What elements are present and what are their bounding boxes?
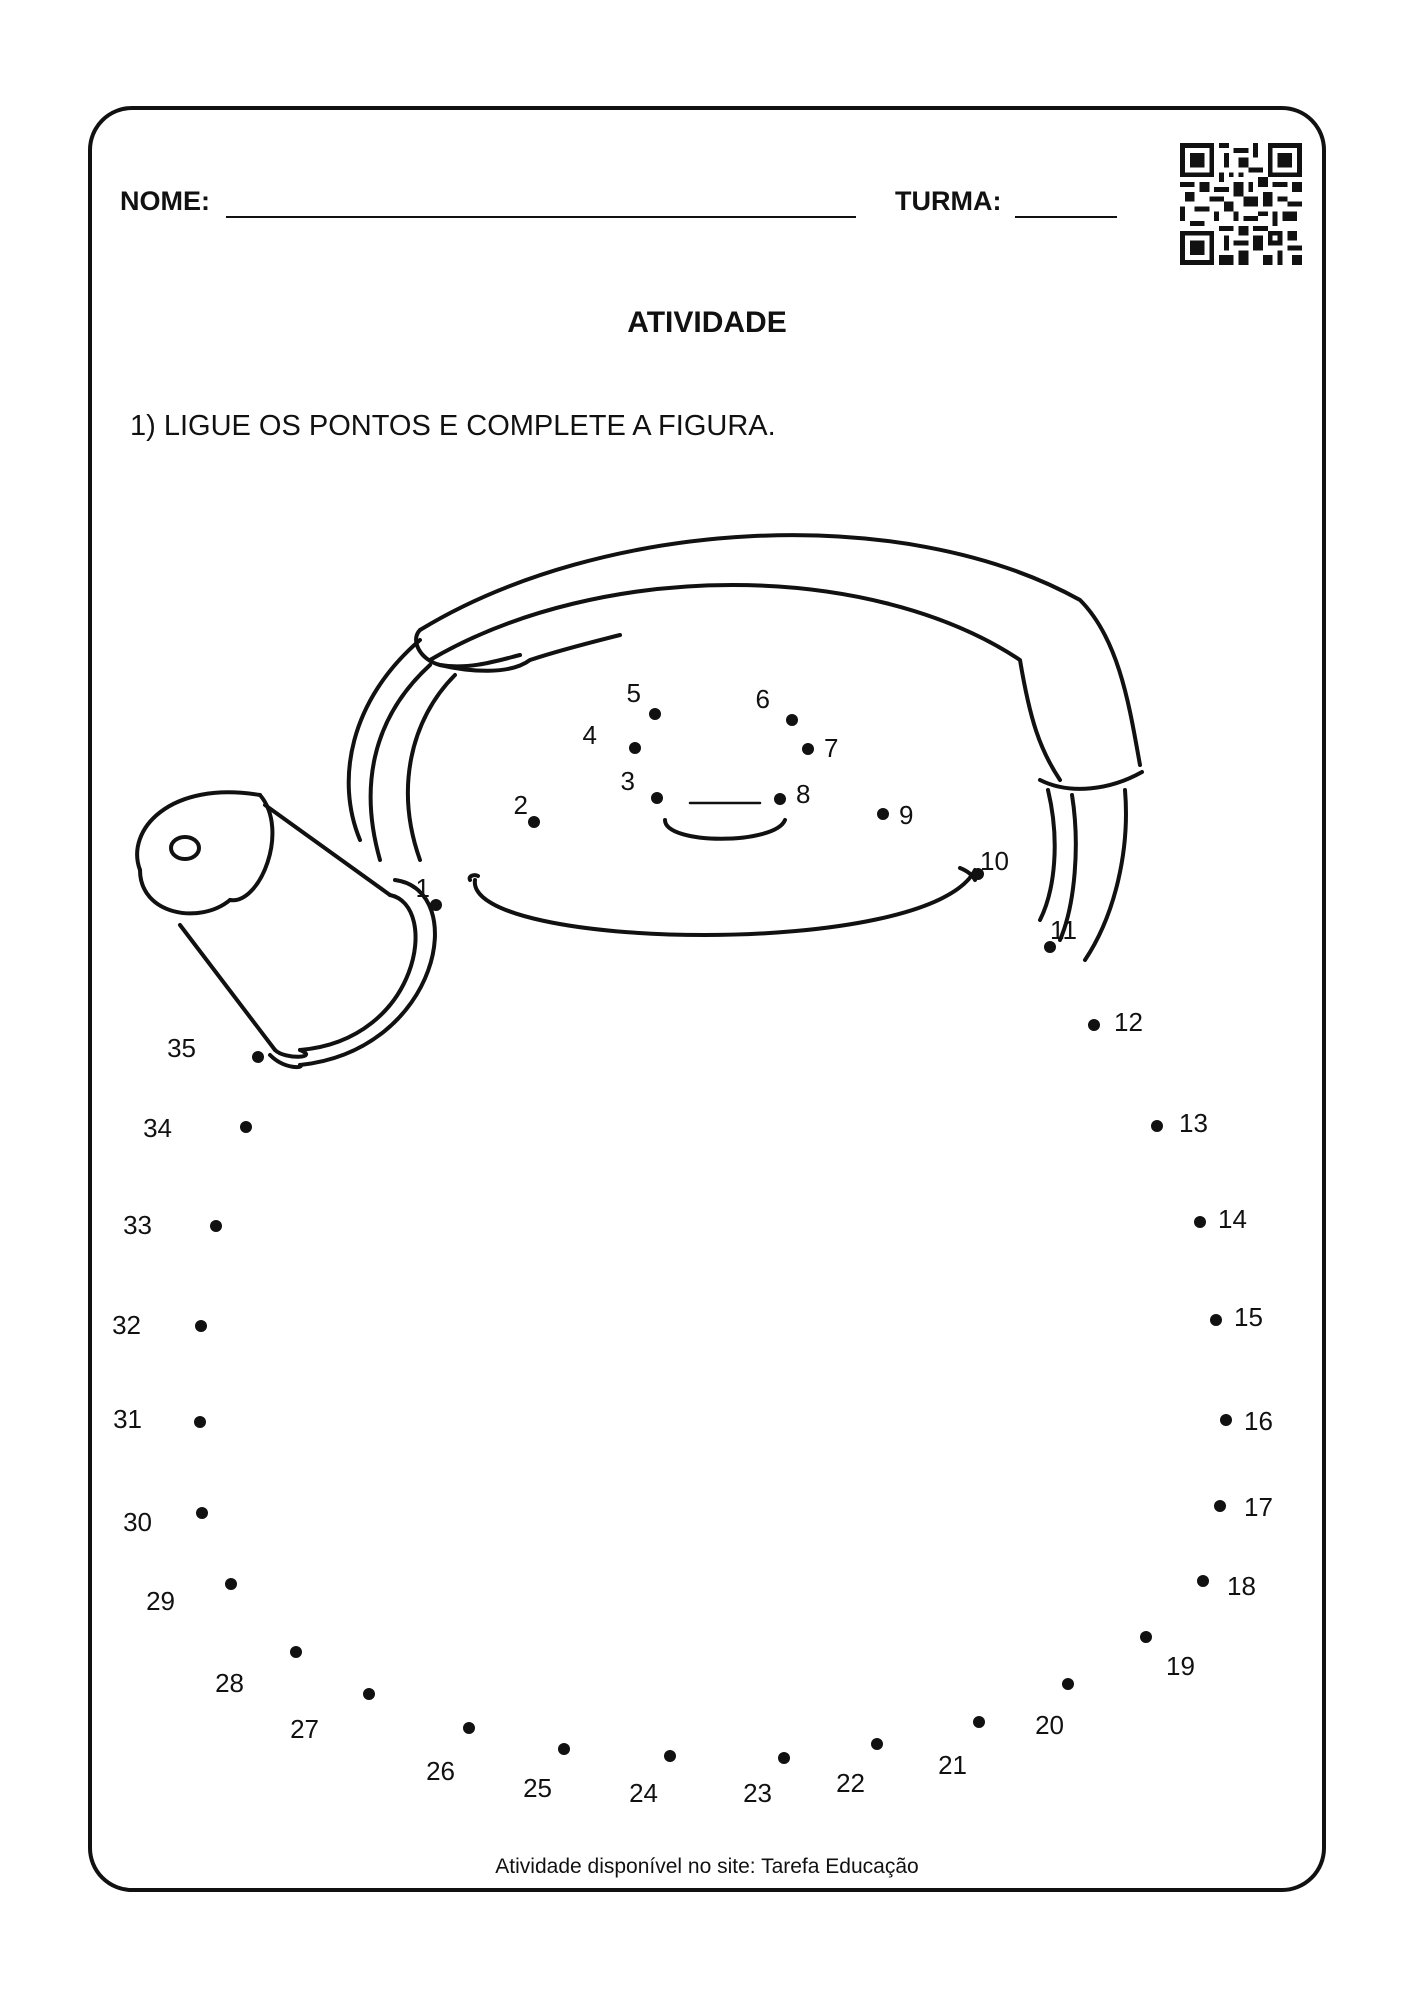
dot-4 <box>629 742 641 754</box>
dot-label-28: 28 <box>215 1668 244 1698</box>
dot-33 <box>210 1220 222 1232</box>
dot-20 <box>1062 1678 1074 1690</box>
dot-17 <box>1214 1500 1226 1512</box>
dot-31 <box>194 1416 206 1428</box>
dot-13 <box>1151 1120 1163 1132</box>
dot-9 <box>877 808 889 820</box>
dot-label-16: 16 <box>1244 1406 1273 1436</box>
dot-7 <box>802 743 814 755</box>
dot-22 <box>871 1738 883 1750</box>
dot-label-22: 22 <box>836 1768 865 1798</box>
dot-label-23: 23 <box>743 1778 772 1808</box>
dot-label-25: 25 <box>523 1773 552 1803</box>
dot-label-15: 15 <box>1234 1302 1263 1332</box>
dot-label-27: 27 <box>290 1714 319 1744</box>
dot-12 <box>1088 1019 1100 1031</box>
dot-label-12: 12 <box>1114 1007 1143 1037</box>
dot-label-13: 13 <box>1179 1108 1208 1138</box>
dot-26 <box>463 1722 475 1734</box>
activity-title: ATIVIDADE <box>627 306 787 339</box>
instruction-text: 1) LIGUE OS PONTOS E COMPLETE A FIGURA. <box>130 410 776 442</box>
dot-14 <box>1194 1216 1206 1228</box>
dot-label-33: 33 <box>123 1210 152 1240</box>
dot-label-6: 6 <box>755 684 770 714</box>
dot-label-10: 10 <box>980 846 1009 876</box>
dot-3 <box>651 792 663 804</box>
dot-15 <box>1210 1314 1222 1326</box>
dot-label-18: 18 <box>1227 1571 1256 1601</box>
dot-label-35: 35 <box>167 1033 196 1063</box>
dot-label-8: 8 <box>796 779 811 809</box>
dot-18 <box>1197 1575 1209 1587</box>
numbered-dots <box>112 678 1273 1808</box>
dot-label-30: 30 <box>123 1507 152 1537</box>
dot-label-20: 20 <box>1035 1710 1064 1740</box>
dot-label-24: 24 <box>629 1778 658 1808</box>
dot-2 <box>528 816 540 828</box>
dot-label-11: 11 <box>1050 915 1077 945</box>
dot-21 <box>973 1716 985 1728</box>
dot-label-5: 5 <box>626 678 641 708</box>
dot-8 <box>774 793 786 805</box>
footer-credit: Atividade disponível no site: Tarefa Educação <box>495 1855 919 1878</box>
dot-28 <box>290 1646 302 1658</box>
figure-outline <box>137 535 1142 1067</box>
dot-label-4: 4 <box>582 720 597 750</box>
dot-5 <box>649 708 661 720</box>
dot-label-26: 26 <box>426 1756 455 1786</box>
dot-24 <box>664 1750 676 1762</box>
dot-label-3: 3 <box>620 766 635 796</box>
dot-23 <box>778 1752 790 1764</box>
dot-label-7: 7 <box>824 733 839 763</box>
name-label: NOME: <box>120 186 210 216</box>
dot-label-2: 2 <box>513 790 528 820</box>
dot-27 <box>363 1688 375 1700</box>
dot-label-19: 19 <box>1166 1651 1195 1681</box>
dot-label-31: 31 <box>113 1404 142 1434</box>
dot-35 <box>252 1051 264 1063</box>
dot-label-17: 17 <box>1244 1492 1273 1522</box>
dot-16 <box>1220 1414 1232 1426</box>
dot-label-1: 1 <box>415 873 430 903</box>
dot-1 <box>430 899 442 911</box>
dot-25 <box>558 1743 570 1755</box>
dot-29 <box>225 1578 237 1590</box>
dot-30 <box>196 1507 208 1519</box>
dot-label-32: 32 <box>112 1310 141 1340</box>
dot-32 <box>195 1320 207 1332</box>
dot-label-9: 9 <box>899 800 914 830</box>
dot-34 <box>240 1121 252 1133</box>
dot-label-21: 21 <box>938 1750 967 1780</box>
dot-label-29: 29 <box>146 1586 175 1616</box>
dot-6 <box>786 714 798 726</box>
dot-label-34: 34 <box>143 1113 172 1143</box>
dot-19 <box>1140 1631 1152 1643</box>
dot-label-14: 14 <box>1218 1204 1247 1234</box>
class-label: TURMA: <box>895 186 1002 216</box>
